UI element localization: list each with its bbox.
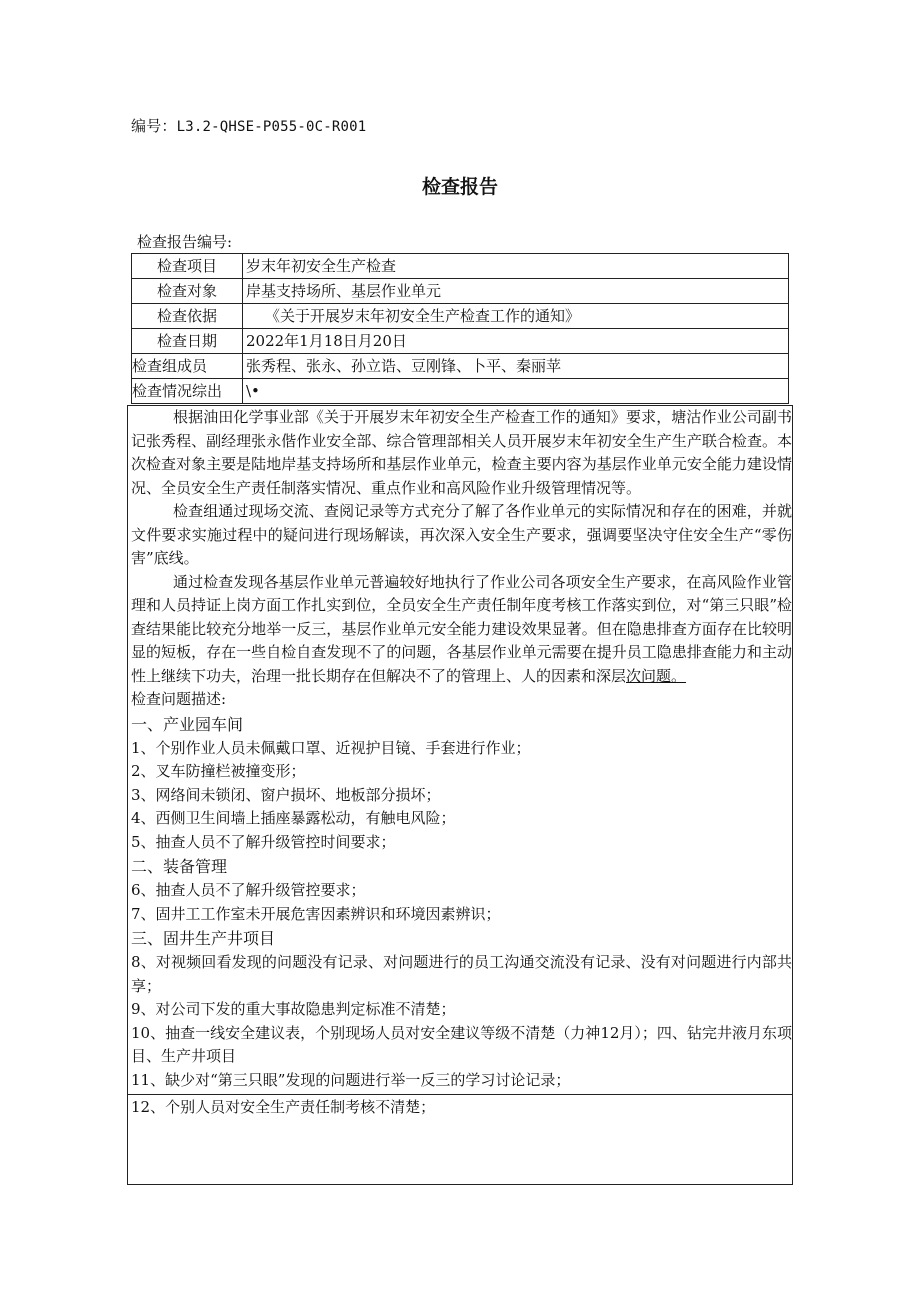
issue-item: 3、网络间未锁闭、窗户损坏、地板部分损坏； [131, 785, 441, 804]
row-value: \• [243, 379, 789, 404]
table-row [132, 329, 789, 354]
issues-list [131, 712, 792, 1120]
issue-item: 12、个别人员对安全生产责任制考核不清楚； [131, 1098, 436, 1116]
table-row [132, 379, 789, 404]
issue-item: 4、西侧卫生间墙上插座暴露松动，有触电风险； [131, 809, 456, 827]
table-row [132, 279, 789, 304]
issue-item: 10、抽查一线安全建议表，个别现场人员对安全建议等级不清楚（力神12月）；四、钻完井液月东项目、生产井项目 [131, 1023, 792, 1065]
summary-paragraph-3-text: 通过检查发现各基层作业单元普遍较好地执行了作业公司各项安全生产要求，在高风险作业管理和人员持证上岗方面工作扎实到位，全员安全生产责任制年度考核工作落实到位，对“第三只眼”检查结果能比较充分地举一反三，基层作业单元安全能力建设效果显著。但在隐患排查方面存在比较明显的短板，存在一些自检自查发现不了的问题，各基层作业单元需要在提升员工隐患排查能力和主动性上继续下功夫，治理一批长期存在但解决不了的管理上、人的因素和深层 [131, 572, 792, 685]
issue-item: 2、叉车防撞栏被撞变形； [131, 762, 306, 780]
row-value: 岸基支持场所、基层作业单元 [243, 279, 789, 304]
summary-paragraph-1: 根据油田化学事业部《关于开展岁末年初安全生产检查工作的通知》要求，塘沽作业公司副书记张秀程、副经理张永偕作业安全部、综合管理部相关人员开展岁末年初安全生产生产联合检查。本次检查对象主要是陆地岸基支持场所和基层作业单元，检查主要内容为基层作业单元安全能力建设情况、全员安全生产责任制落实情况、重点作业和高风险作业升级管理情况等。 [131, 408, 792, 497]
report-number-label: 检查报告编号: [137, 233, 233, 251]
row-label: 检查日期 [132, 329, 243, 354]
issue-item: 9、对公司下发的重大事故隐患判定标准不清楚； [131, 1000, 456, 1018]
summary-paragraph-3-tail: 次问题。 [626, 666, 687, 685]
issue-item: 5、抽查人员不了解升级管控时间要求； [131, 832, 396, 851]
table-row [132, 304, 789, 329]
row-label: 检查对象 [132, 279, 243, 304]
row-label: 检查组成员 [132, 354, 243, 379]
document-number [131, 115, 366, 136]
row-label: 检查依据 [132, 304, 243, 329]
issue-item: 6、抽查人员不了解升级管控要求； [131, 881, 366, 899]
inspection-info-table [131, 253, 789, 404]
issue-item: 1、个别作业人员未佩戴口罩、近视护目镜、手套进行作业； [131, 738, 531, 757]
issue-section-heading: 三、固井生产井项目 [131, 929, 276, 948]
row-value: 张秀程、张永、孙立诰、豆刚锋、卜平、秦丽苹 [243, 354, 789, 379]
document-number-value: L3.2-QHSE-P055-0C-R001 [176, 119, 367, 135]
inspection-content [127, 405, 793, 1185]
table-row [132, 354, 789, 379]
summary-paragraph-3 [131, 571, 792, 689]
page-title: 检查报告 [421, 176, 498, 198]
table-row [132, 254, 789, 279]
row-value: 岁末年初安全生产检查 [243, 254, 789, 279]
row-value: 《关于开展岁末年初安全生产检查工作的通知》 [243, 304, 789, 329]
row-value: 2022年1月18日月20日 [243, 329, 789, 354]
issue-item: 11、缺少对“第三只眼”发现的问题进行举一反三的学习讨论记录； [131, 1070, 571, 1089]
issue-item: 8、对视频回看发现的问题没有记录、对问题进行的员工沟通交流没有记录、没有对问题进行内部共享； [131, 953, 792, 995]
row-label: 检查项目 [132, 254, 243, 279]
summary-paragraph-2: 检查组通过现场交流、查阅记录等方式充分了解了各作业单元的实际情况和存在的困难，并就文件要求实施过程中的疑问进行现场解读，再次深入安全生产要求，强调要坚决守住安全生产“零伤害”底线。 [131, 502, 792, 567]
issues-heading: 检查问题描述: [131, 690, 227, 708]
issue-section-heading: 二、装备管理 [131, 857, 228, 876]
issue-section-heading: 一、产业园车间 [131, 714, 244, 734]
issue-item: 7、固井工工作室未开展危害因素辨识和环境因素辨识； [131, 904, 501, 923]
row-label: 检查情况综出 [132, 379, 243, 404]
document-number-label: 编号： [131, 117, 177, 135]
